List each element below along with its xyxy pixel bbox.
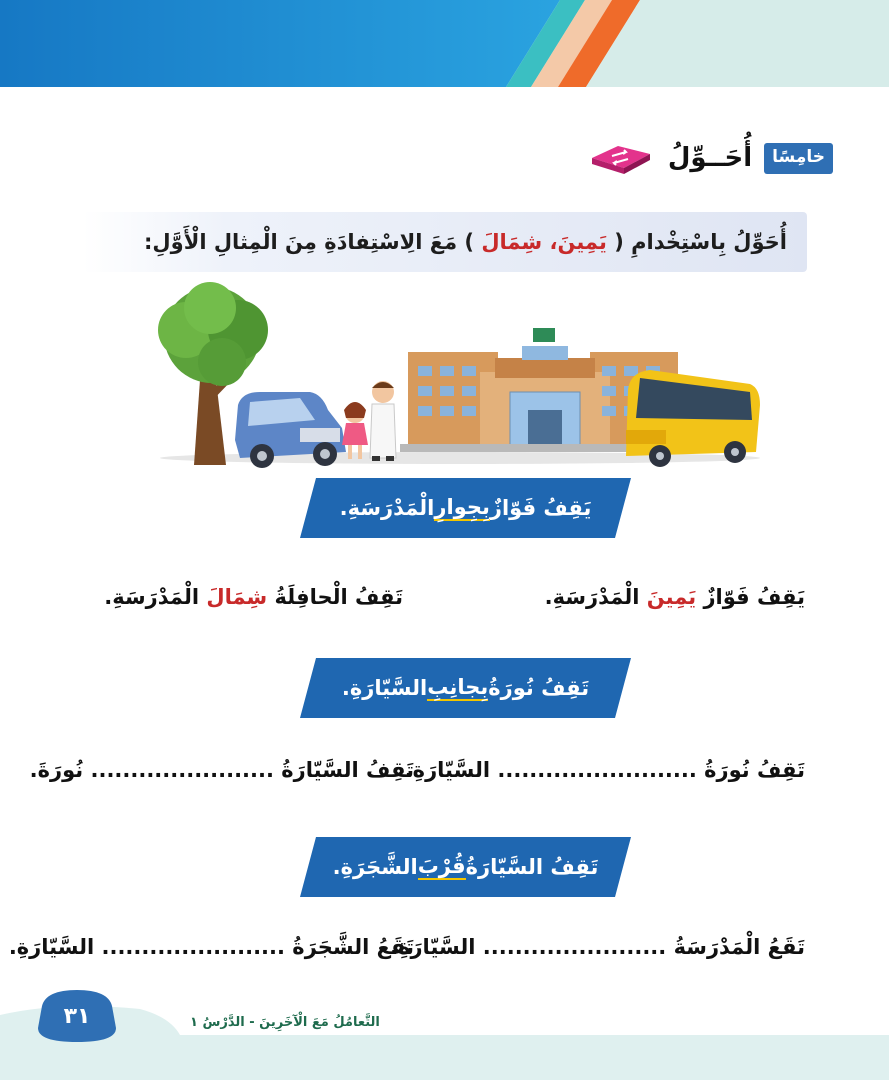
example-pill-1 xyxy=(300,478,631,538)
pill-text-end: الْمَدْرَسَةِ. xyxy=(339,496,435,520)
girl-icon xyxy=(342,402,368,459)
pill-highlight-word: بِجانِبِ xyxy=(427,675,489,699)
footer-lesson-title: التَّعامُلُ مَعَ الْآخَرِينَ - الدَّرْسُ ١ xyxy=(190,1015,380,1030)
answer-1-left: تَقِفُ الْحافِلَةُ شِمَالَ الْمَدْرَسَةِ. xyxy=(104,585,403,609)
pill-text-end: السَّيّارَةِ. xyxy=(341,676,428,700)
answer-2-left: تَقِفُ السَّيّارَةُ ....................... نُورَةَ. xyxy=(29,758,414,782)
answer-3-right: تَقَعُ الْمَدْرَسَةُ ....................... السَّيّارَةِ. xyxy=(390,935,805,959)
scene-illustration xyxy=(150,280,770,470)
instruction-separator: ، xyxy=(549,230,558,254)
boy-icon xyxy=(370,381,396,461)
instruction-word-right: يَمِينَ xyxy=(557,230,607,254)
instruction-word-left: شِمَالَ xyxy=(481,230,543,254)
pill-text-start: تَقِفُ السَّيّارَةُ xyxy=(465,855,599,879)
answer-direction-word: يَمِينَ xyxy=(646,585,697,609)
page-number: ٣١ xyxy=(63,1003,91,1029)
pill-text-end: الشَّجَرَةِ. xyxy=(332,855,418,879)
section-badge: خامِسًا xyxy=(764,143,833,174)
answer-3-left: تَقَعُ الشَّجَرَةُ ....................... السَّيّارَةِ. xyxy=(8,935,414,959)
pill-highlight-word: بِجِوارِ xyxy=(434,495,490,519)
instruction-text-start: أُحَوِّلُ بِاسْتِخْدامِ ( xyxy=(614,230,787,254)
pill-text-start: يَقِفُ فَوّازٌ xyxy=(489,496,592,520)
header-banner xyxy=(0,0,889,87)
footer-band xyxy=(0,995,889,1080)
bus-icon xyxy=(626,370,760,467)
example-pill-3 xyxy=(300,837,631,897)
answer-direction-word: شِمَالَ xyxy=(206,585,268,609)
answer-2-right: تَقِفُ نُورَةُ ......................... السَّيّارَةِ. xyxy=(404,758,805,782)
transform-icon xyxy=(588,140,654,176)
answer-1-right: يَقِفُ فَوّازٌ يَمِينَ الْمَدْرَسَةِ. xyxy=(544,585,805,609)
pill-highlight-word: قُرْبَ xyxy=(417,854,466,878)
example-pill-2 xyxy=(300,658,631,718)
instruction-text-end: ) مَعَ الِاسْتِفادَةِ مِنَ الْمِثالِ الْأَوَّلِ: xyxy=(144,230,474,254)
section-header xyxy=(588,140,833,176)
instruction-box xyxy=(83,212,807,272)
pill-text-start: تَقِفُ نُورَةُ xyxy=(488,676,590,700)
section-title: أُحَــوِّلُ xyxy=(667,143,753,173)
